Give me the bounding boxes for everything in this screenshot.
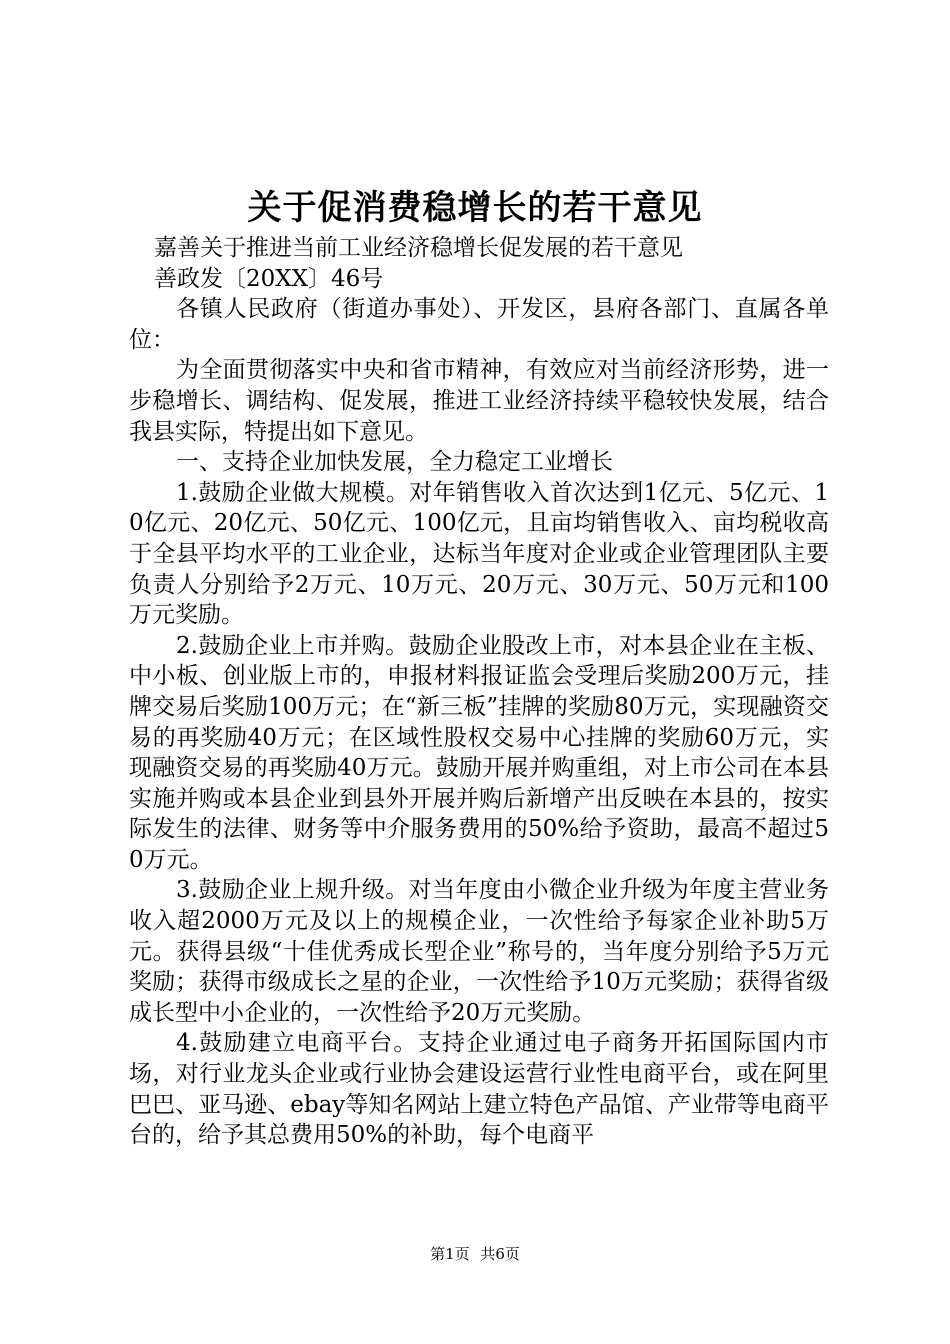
document-body — [129, 233, 829, 1151]
page-number: 第1页 — [430, 1245, 470, 1263]
item-paragraph-1: 1.鼓励企业做大规模。对年销售收入首次达到1亿元、5亿元、10亿元、20亿元、50亿元、100亿元，且亩均销售收入、亩均税收高于全县平均水平的工业企业，达标当年度对企业或企业管理团队主要负责人分别给予2万元、10万元、20万元、30万元、50万元和100万元奖励。 — [129, 479, 829, 629]
addressee-paragraph: 各镇人民政府（街道办事处）、开发区，县府各部门、直属各单位： — [129, 296, 829, 353]
page-total: 共6页 — [480, 1245, 520, 1263]
item-paragraph-3: 3.鼓励企业上规升级。对当年度由小微企业升级为年度主营业务收入超2000万元及以上的规模企业，一次性给予每家企业补助5万元。获得县级“十佳优秀成长型企业”称号的，当年度分别给予5万元奖励；获得市级成长之星的企业，一次性给予10万元奖励；获得省级成长型中小企业的，一次性给予20万元奖励。 — [129, 877, 829, 1026]
section-heading-1: 一、支持企业加快发展，全力稳定工业增长 — [176, 449, 613, 476]
document-subtitle: 嘉善关于推进当前工业经济稳增长促发展的若干意见 — [154, 235, 683, 261]
intro-paragraph: 为全面贯彻落实中央和省市精神，有效应对当前经济形势，进一步稳增长、调结构、促发展，推进工业经济持续平稳较快发展，结合我县实际，特提出如下意见。 — [129, 357, 829, 445]
document-title: 关于促消费稳增长的若干意见 — [247, 188, 703, 228]
item-paragraph-4: 4.鼓励建立电商平台。支持企业通过电子商务开拓国际国内市场，对行业龙头企业或行业协会建设运营行业性电商平台，或在阿里巴巴、亚马逊、ebay等知名网站上建立特色产品馆、产业带等电商平台的，给予其总费用50%的补助，每个电商平 — [129, 1030, 829, 1149]
page-footer — [0, 1242, 950, 1266]
document-number: 善政发〔20XX〕46号 — [154, 265, 384, 292]
item-paragraph-2: 2.鼓励企业上市并购。鼓励企业股改上市，对本县企业在主板、中小板、创业版上市的，申报材料报证监会受理后奖励200万元，挂牌交易后奖励100万元；在“新三板”挂牌的奖励80万元，实现融资交易的再奖励40万元；在区域性股权交易中心挂牌的奖励60万元，实现融资交易的再奖励40万元。鼓励开展并购重组，对上市公司在本县实施并购或本县企业到县外开展并购后新增产出反映在本县的，按实际发生的法律、财务等中介服务费用的50%给予资助，最高不超过50万元。 — [129, 632, 829, 873]
